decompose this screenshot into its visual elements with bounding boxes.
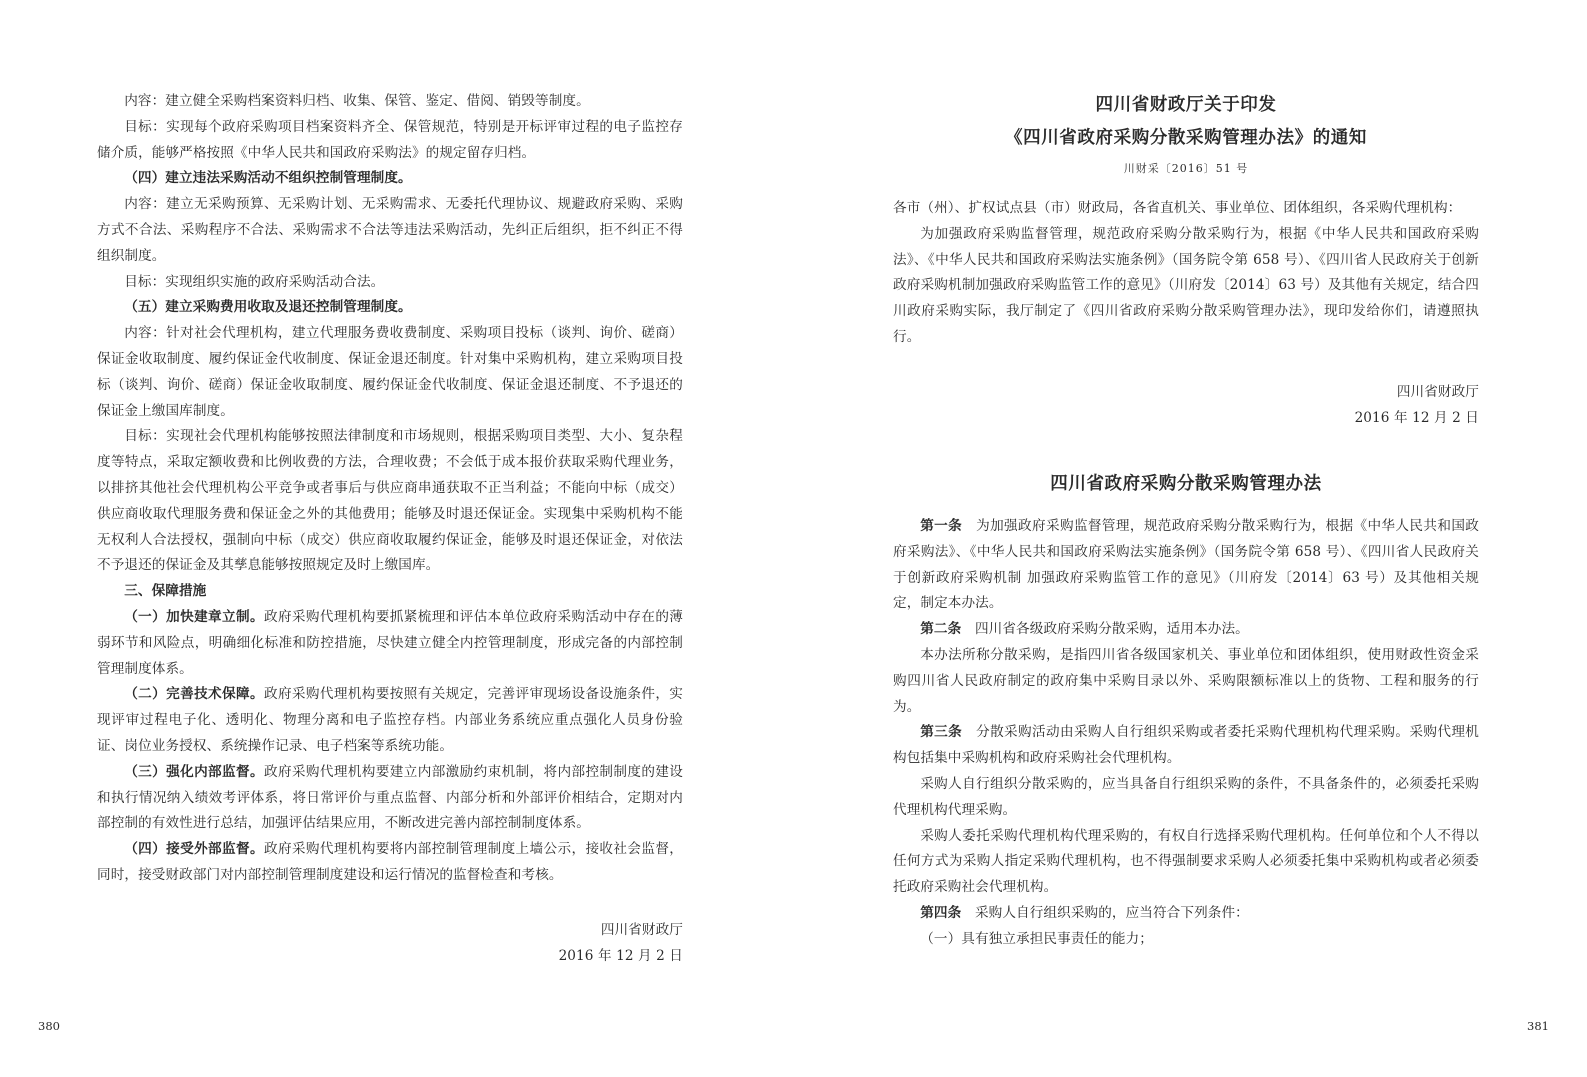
notice-body — [893, 196, 1479, 431]
measure-paragraph — [97, 760, 683, 837]
measure-paragraph — [97, 605, 683, 682]
paragraph: 内容：建立无采购预算、无采购计划、无采购需求、无委托代理协议、规避政府采购、采购方式不合法、采购程序不合法、采购需求不合法等违法采购活动，先纠正后组织，拒不纠正不得组织制度。 — [97, 196, 683, 264]
article-paragraph — [893, 643, 1479, 720]
measure-head: （四）接受外部监督。 — [124, 841, 264, 858]
measure-head: （一）加快建章立制。 — [124, 608, 264, 625]
article-head: 第三条 — [920, 724, 963, 741]
paragraph: 内容：针对社会代理机构，建立代理服务费收费制度、采购项目投标（谈判、询价、磋商）保证金收取制度、履约保证金代收制度、保证金退还制度。针对集中采购机构，建立采购项目投标（谈判、询价、磋商）保证金收取制度、履约保证金代收制度、保证金退还制度、不予退还的保证金上缴国库制度。 — [97, 325, 683, 419]
article-paragraph — [893, 772, 1479, 824]
addressee: 各市（州）、扩权试点县（市）财政局，各省直机关、事业单位、团体组织，各采购代理机构： — [893, 200, 1462, 216]
signature-date: 2016 年 12 月 2 日 — [558, 947, 683, 964]
measure-head: （三）强化内部监督。 — [124, 763, 264, 780]
article-text: 采购人委托采购代理机构代理采购的，有权自行选择采购代理机构。任何单位和个人不得以任何方式为采购人指定采购代理机构，也不得强制要求采购人必须委托集中采购机构或者必须委托政府采购社会代理机构。 — [893, 827, 1479, 896]
left-page-body — [97, 89, 683, 969]
article-paragraph — [893, 824, 1479, 901]
signature-org: 四川省财政厅 — [1396, 383, 1479, 400]
measures-body — [893, 514, 1479, 953]
chapter-heading: 三、保障措施 — [124, 583, 207, 600]
section-heading: （四）建立违法采购活动不组织控制管理制度。 — [124, 170, 412, 187]
article-text: 采购人自行组织采购的，应当符合下列条件： — [961, 904, 1249, 921]
measure-text: 政府采购代理机构要建立内部激励约束机制，将内部控制制度的建设和执行情况纳入绩效考评体系，将日常评价与重点监督、内部分析和外部评价相结合，定期对内部控制的有效性进行总结，加强评估结果应用，不断改进完善内部控制制度体系。 — [97, 763, 684, 832]
document-number: 川财采〔2016〕51 号 — [1123, 162, 1249, 175]
right-page — [793, 0, 1587, 1077]
signature-date: 2016 年 12 月 2 日 — [1354, 409, 1479, 426]
left-page — [0, 0, 793, 1077]
notice-title-line2: 《四川省政府采购分散采购管理办法》的通知 — [1005, 128, 1367, 148]
article-paragraph — [893, 927, 1479, 953]
notice-title-line1: 四川省财政厅关于印发 — [1095, 95, 1277, 115]
article-paragraph — [893, 514, 1479, 617]
article-paragraph — [893, 617, 1479, 643]
measure-text: 政府采购代理机构要按照有关规定，完善评审现场设备设施条件，实现评审过程电子化、透明化、物理分离和电子监控存档。内部业务系统应重点强化人员身份验证、岗位业务授权、系统操作记录、电子档案等系统功能。 — [97, 686, 684, 754]
section-heading: （五）建立采购费用收取及退还控制管理制度。 — [124, 299, 412, 316]
article-text: 为加强政府采购监督管理，规范政府采购分散采购行为，根据《中华人民共和国政府采购法》、《中华人民共和国政府采购法实施条例》（国务院令第 658 号）、《四川省人民政府关于创新政府采购机制 加强政府采购监管工作的意见》（川府发〔2014〕63 号）及其他相关规定，制定本办法。 — [893, 518, 1479, 612]
article-text: 分散采购活动由采购人自行组织采购或者委托采购代理机构代理采购。采购代理机构包括集中采购机构和政府采购社会代理机构。 — [893, 724, 1479, 767]
paragraph: 为加强政府采购监督管理，规范政府采购分散采购行为，根据《中华人民共和国政府采购法》、《中华人民共和国政府采购法实施条例》（国务院令第 658 号）、《四川省人民政府关于创新政府采购机制加强政府采购监管工作的意见》（川府发〔2014〕63 号）及其他有关规定，结合四川政府采购实际，我厅制定了《四川省政府采购分散采购管理办法》，现印发给你们，请遵照执行。 — [893, 225, 1479, 345]
article-text: 本办法所称分散采购，是指四川省各级国家机关、事业单位和团体组织，使用财政性资金采购四川省人民政府制定的政府集中采购目录以外、采购限额标准以上的货物、工程和服务的行为。 — [893, 646, 1479, 715]
page-number: 381 — [1527, 1019, 1549, 1033]
paragraph: 目标：实现组织实施的政府采购活动合法。 — [124, 273, 385, 290]
article-text: 采购人自行组织分散采购的，应当具备自行组织采购的条件，不具备条件的，必须委托采购代理机构代理采购。 — [893, 775, 1479, 818]
measure-paragraph — [97, 837, 683, 889]
measures-title: 四川省政府采购分散采购管理办法 — [1050, 474, 1322, 494]
paragraph: 目标：实现社会代理机构能够按照法律制度和市场规则，根据采购项目类型、大小、复杂程度等特点，采取定额收费和比例收费的方法，合理收费；不会低于成本报价获取采购代理业务，以排挤其他社会代理机构公平竞争或者事后与供应商串通获取不正当利益；不能向中标（成交）供应商收取代理服务费和保证金之外的其他费用；能够及时退还保证金。实现集中采购机构不能无权利人合法授权，强制向中标（成交）供应商收取履约保证金，能够及时退还保证金，对依法不予退还的保证金及其孳息能够按照规定及时上缴国库。 — [97, 428, 683, 574]
article-head: 第一条 — [920, 518, 963, 534]
measure-text: 政府采购代理机构要抓紧梳理和评估本单位政府采购活动中存在的薄弱环节和风险点，明确细化标准和防控措施，尽快建立健全内控管理制度，形成完备的内部控制管理制度体系。 — [97, 608, 684, 677]
signature-org: 四川省财政厅 — [600, 921, 683, 938]
paragraph: 内容：建立健全采购档案资料归档、收集、保管、鉴定、借阅、销毁等制度。 — [124, 93, 590, 109]
article-text: （一）具有独立承担民事责任的能力； — [920, 930, 1153, 947]
article-head: 第二条 — [920, 621, 962, 638]
article-text: 四川省各级政府采购分散采购，适用本办法。 — [961, 621, 1249, 638]
page-number: 380 — [38, 1019, 60, 1033]
paragraph: 目标：实现每个政府采购项目档案资料齐全、保管规范，特别是开标评审过程的电子监控存储介质，能够严格按照《中华人民共和国政府采购法》的规定留存归档。 — [97, 118, 683, 161]
article-paragraph — [893, 901, 1479, 927]
article-paragraph — [893, 720, 1479, 772]
measure-paragraph — [97, 682, 683, 759]
article-head: 第四条 — [920, 904, 962, 921]
measure-head: （二）完善技术保障。 — [124, 686, 264, 703]
measure-text: 政府采购代理机构要将内部控制管理制度上墙公示，接收社会监督，同时，接受财政部门对内部控制管理制度建设和运行情况的监督检查和考核。 — [97, 841, 684, 883]
